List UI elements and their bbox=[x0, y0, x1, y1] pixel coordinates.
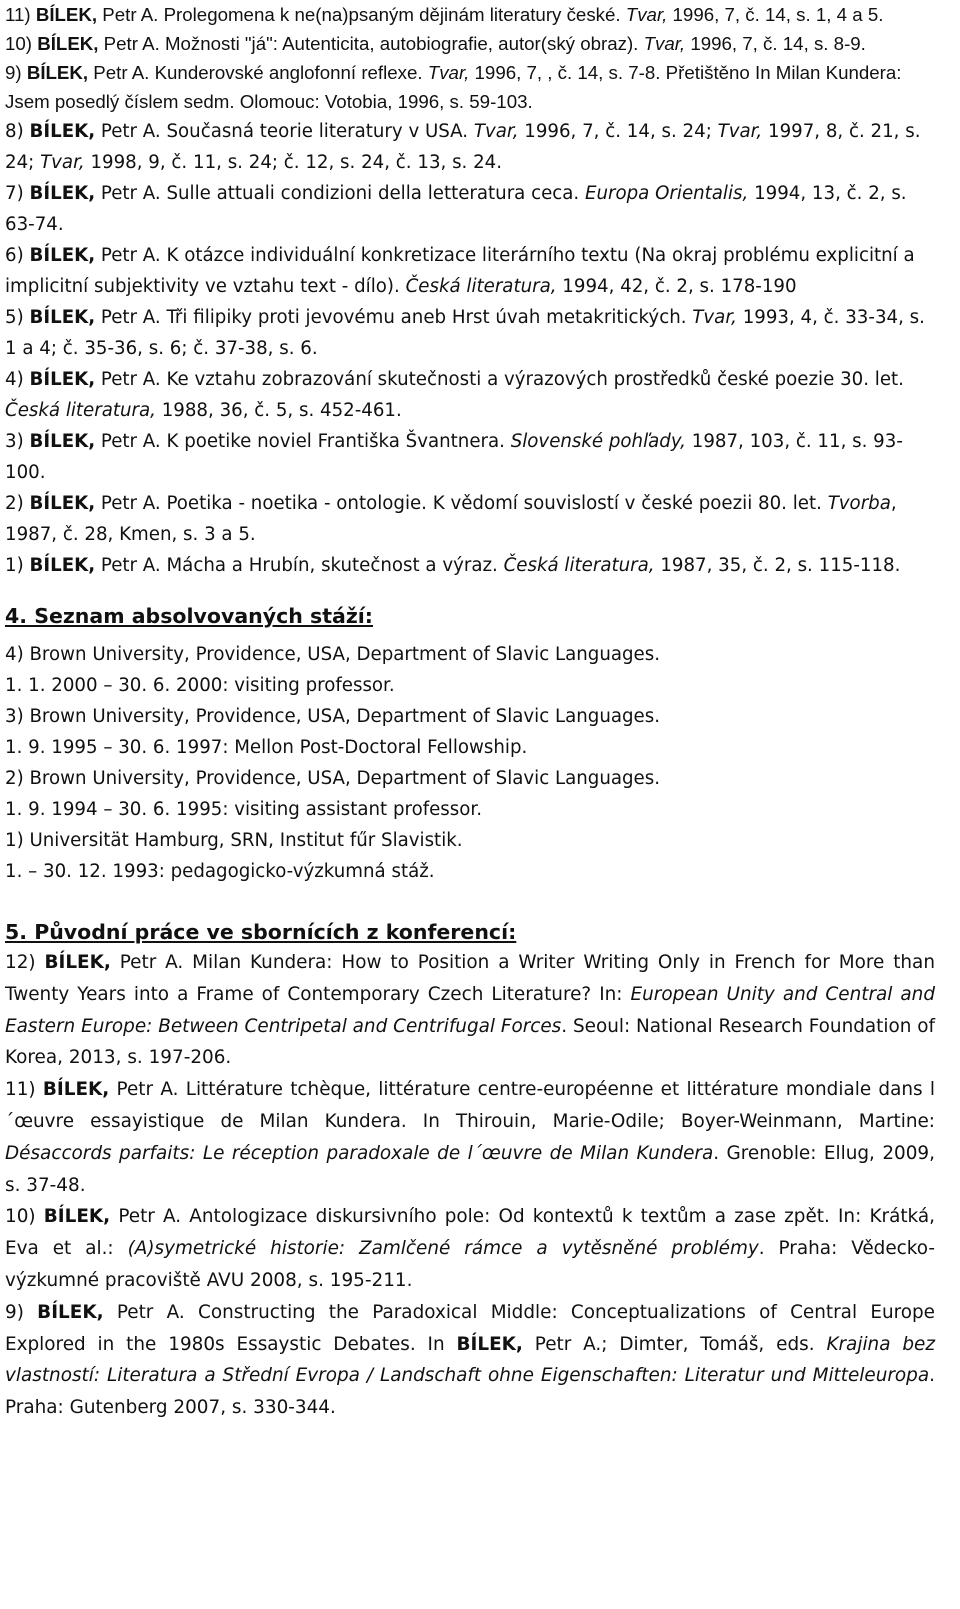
internship-line: 4) Brown University, Providence, USA, Department of Slavic Languages. bbox=[5, 644, 661, 665]
author-name: BÍLEK, bbox=[29, 431, 96, 452]
entry-citation: . Grenoble: Ellug, 2009, s. 37-48. bbox=[5, 1142, 935, 1196]
document-page bbox=[5, 0, 935, 1424]
entry-number: 10) bbox=[5, 33, 33, 54]
journal-title: Česká literatura, bbox=[503, 555, 655, 576]
entry-number: 3) bbox=[5, 431, 24, 452]
section-4-heading: 4. Seznam absolvovaných stáží: bbox=[5, 604, 374, 628]
entry-citation: 1996, 7, č. 14, s. 8-9. bbox=[685, 33, 866, 54]
entry-text: Petr A. Sulle attuali condizioni della letteratura ceca. bbox=[95, 183, 585, 204]
publication-entry-5 bbox=[5, 302, 935, 364]
author-name: BÍLEK, bbox=[29, 121, 96, 142]
journal-title: Tvorba bbox=[827, 493, 891, 514]
publication-entry-4 bbox=[5, 364, 935, 426]
entry-citation: 1997, 8, č. 21, s. 24; bbox=[5, 121, 921, 173]
publication-entry-6 bbox=[5, 240, 935, 302]
conference-entry-9 bbox=[5, 1297, 935, 1424]
book-title: (A)symetrické historie: Zamlčené rámce a vytěsněné problémy bbox=[127, 1238, 759, 1260]
author-name: BÍLEK, bbox=[26, 62, 89, 83]
journal-title: Tvar, bbox=[473, 121, 519, 142]
journal-title: Tvar, bbox=[625, 4, 668, 25]
entry-citation: . Praha: Vědecko-výzkumné pracoviště AVU 2008, s. 195-211. bbox=[5, 1238, 935, 1291]
entry-text: Petr A.; Dimter, Tomáš, eds. bbox=[522, 1333, 827, 1355]
internship-line: 1. 9. 1994 – 30. 6. 1995: visiting assistant professor. bbox=[5, 799, 482, 820]
conference-entry-11 bbox=[5, 1074, 935, 1201]
book-title: Désaccords parfaits: Le réception paradoxale de l´œuvre de Milan Kundera bbox=[5, 1142, 714, 1164]
entry-number: 5) bbox=[5, 307, 24, 328]
journal-title: Europa Orientalis, bbox=[585, 183, 749, 204]
entry-citation: 1994, 42, č. 2, s. 178-190 bbox=[556, 276, 797, 297]
publication-entry-11 bbox=[5, 0, 935, 29]
author-name: BÍLEK, bbox=[29, 369, 96, 390]
author-name: BÍLEK, bbox=[37, 33, 99, 54]
author-name: BÍLEK, bbox=[29, 307, 96, 328]
internship-line: 1. – 30. 12. 1993: pedagogicko-výzkumná stáž. bbox=[5, 861, 435, 882]
entry-number: 9) bbox=[5, 1301, 24, 1323]
entry-number: 1) bbox=[5, 555, 24, 576]
publication-entry-8 bbox=[5, 116, 935, 178]
journal-title: Tvar, bbox=[717, 121, 763, 142]
author-name: BÍLEK, bbox=[29, 555, 96, 576]
publication-entry-7 bbox=[5, 178, 935, 240]
publication-entry-10 bbox=[5, 29, 935, 58]
entry-citation: . Seoul: National Research Foundation of Korea, 2013, s. 197-206. bbox=[5, 1015, 935, 1069]
entry-number: 2) bbox=[5, 493, 24, 514]
author-name: BÍLEK, bbox=[37, 1301, 104, 1323]
entry-citation: 1996, 7, č. 14, s. 24; bbox=[518, 121, 718, 142]
entry-text: Petr A. Antologizace diskursivního pole: Od kontextů k textům a zase zpět. In: Krátká, Eva et al.: bbox=[5, 1206, 935, 1260]
author-name: BÍLEK, bbox=[29, 183, 96, 204]
entry-citation: 1993, 4, č. 33-34, s. 1 a 4; č. 35-36, s. 6; č. 37-38, s. 6. bbox=[5, 307, 925, 359]
section-5-heading: 5. Původní práce ve sbornících z konferencí: bbox=[5, 920, 517, 944]
entry-number: 6) bbox=[5, 245, 24, 266]
entry-number: 11) bbox=[5, 1079, 36, 1101]
entry-text: Petr A. Prolegomena k ne(na)psaným dějinám literatury české. bbox=[97, 4, 626, 25]
entry-citation: . Praha: Gutenberg 2007, s. 330-344. bbox=[5, 1365, 935, 1419]
entry-citation: 1996, 7, č. 14, s. 1, 4 a 5. bbox=[667, 4, 884, 25]
author-name: BÍLEK, bbox=[43, 1206, 111, 1228]
entry-text: Petr A. Poetika - noetika - ontologie. K vědomí souvislostí v české poezii 80. let. bbox=[95, 493, 828, 514]
internship-list bbox=[5, 639, 935, 887]
author-name: BÍLEK, bbox=[44, 952, 111, 973]
internship-line: 1. 9. 1995 – 30. 6. 1997: Mellon Post-Doctoral Fellowship. bbox=[5, 737, 528, 758]
entry-citation: 1987, 103, č. 11, s. 93-100. bbox=[5, 431, 903, 483]
entry-text: Petr A. Ke vztahu zobrazování skutečnosti a výrazových prostředků české poezie 30. let. bbox=[95, 369, 904, 390]
entry-citation: 1987, 35, č. 2, s. 115-118. bbox=[654, 555, 901, 576]
internship-line: 3) Brown University, Providence, USA, Department of Slavic Languages. bbox=[5, 706, 661, 727]
journal-title: Tvar, bbox=[643, 33, 686, 54]
internship-line: 2) Brown University, Providence, USA, Department of Slavic Languages. bbox=[5, 768, 661, 789]
publication-entry-2 bbox=[5, 488, 935, 550]
author-name: BÍLEK, bbox=[456, 1333, 523, 1355]
book-title: European Unity and Central and Eastern Europe: Between Centripetal and Centrifugal Forces bbox=[5, 983, 936, 1037]
entry-text: Petr A. Milan Kundera: How to Position a Writer Writing Only in French for More than Twenty Years into a Frame of Contemporary Czech Literature? In: bbox=[5, 952, 935, 1005]
journal-title: Slovenské pohľady, bbox=[510, 431, 686, 452]
journal-title: Tvar, bbox=[40, 152, 85, 173]
publication-entry-3 bbox=[5, 426, 935, 488]
entry-citation: 1996, 7, , č. 14, s. 7-8. Přetištěno In Milan Kundera: Jsem posedlý číslem sedm. Olomouc: Votobia, 1996, s. 59-103. bbox=[5, 62, 902, 112]
publication-entry-9 bbox=[5, 58, 935, 116]
book-title: Krajina bez vlastností: Literatura a Střední Evropa / Landschaft ohne Eigenschaften: Literatur und Mitteleuropa bbox=[5, 1333, 935, 1387]
conference-entry-12 bbox=[5, 947, 935, 1074]
author-name: BÍLEK, bbox=[35, 4, 98, 25]
entry-text: Petr A. Současná teorie literatury v USA. bbox=[95, 121, 474, 142]
entry-citation: 1994, 13, č. 2, s. 63-74. bbox=[5, 183, 907, 235]
entry-number: 11) bbox=[5, 4, 31, 25]
journal-title: Tvar, bbox=[427, 62, 470, 83]
entry-text: Petr A. Constructing the Paradoxical Middle: Conceptualizations of Central Europe Explored in the 1980s Essaystic Debates. In bbox=[5, 1301, 935, 1355]
entry-number: 8) bbox=[5, 121, 24, 142]
publication-entry-1 bbox=[5, 550, 935, 581]
entry-number: 9) bbox=[5, 62, 22, 83]
entry-number: 7) bbox=[5, 183, 24, 204]
journal-title: Tvar, bbox=[692, 307, 737, 328]
entry-citation: 1998, 9, č. 11, s. 24; č. 12, s. 24, č. 13, s. 24. bbox=[84, 152, 503, 173]
entry-text: Petr A. Tři filipiky proti jevovému aneb Hrst úvah metakritických. bbox=[95, 307, 693, 328]
author-name: BÍLEK, bbox=[42, 1079, 110, 1101]
conference-entry-10 bbox=[5, 1201, 935, 1296]
entry-text: Petr A. K poetike noviel Františka Švantnera. bbox=[95, 431, 511, 452]
journal-title: Česká literatura, bbox=[5, 400, 156, 421]
entry-text: Petr A. K otázce individuální konkretizace literárního textu (Na okraj problému explicitní a implicitní subjektivity ve vztahu text - dílo). bbox=[5, 245, 915, 297]
entry-number: 12) bbox=[5, 952, 36, 973]
entry-citation: , 1987, č. 28, Kmen, s. 3 a 5. bbox=[5, 493, 897, 545]
journal-title: Česká literatura, bbox=[405, 276, 557, 297]
entry-number: 10) bbox=[5, 1206, 36, 1228]
entry-text: Petr A. Možnosti "já": Autenticita, autobiografie, autor(ský obraz). bbox=[98, 33, 644, 54]
entry-text: Petr A. Mácha a Hrubín, skutečnost a výraz. bbox=[95, 555, 504, 576]
author-name: BÍLEK, bbox=[29, 245, 96, 266]
internship-line: 1) Universität Hamburg, SRN, Institut fűr Slavistik. bbox=[5, 830, 463, 851]
entry-text: Petr A. Kunderovské anglofonní reflexe. bbox=[88, 62, 428, 83]
entry-text: Petr A. Littérature tchèque, littérature centre-européenne et littérature mondiale dans l´œuvre essayistique de Milan Kundera. In Thirouin, Marie-Odile; Boyer-Weinmann, Martine: bbox=[5, 1079, 935, 1132]
author-name: BÍLEK, bbox=[29, 493, 96, 514]
entry-number: 4) bbox=[5, 369, 24, 390]
internship-line: 1. 1. 2000 – 30. 6. 2000: visiting professor. bbox=[5, 675, 395, 696]
entry-citation: 1988, 36, č. 5, s. 452-461. bbox=[155, 400, 402, 421]
